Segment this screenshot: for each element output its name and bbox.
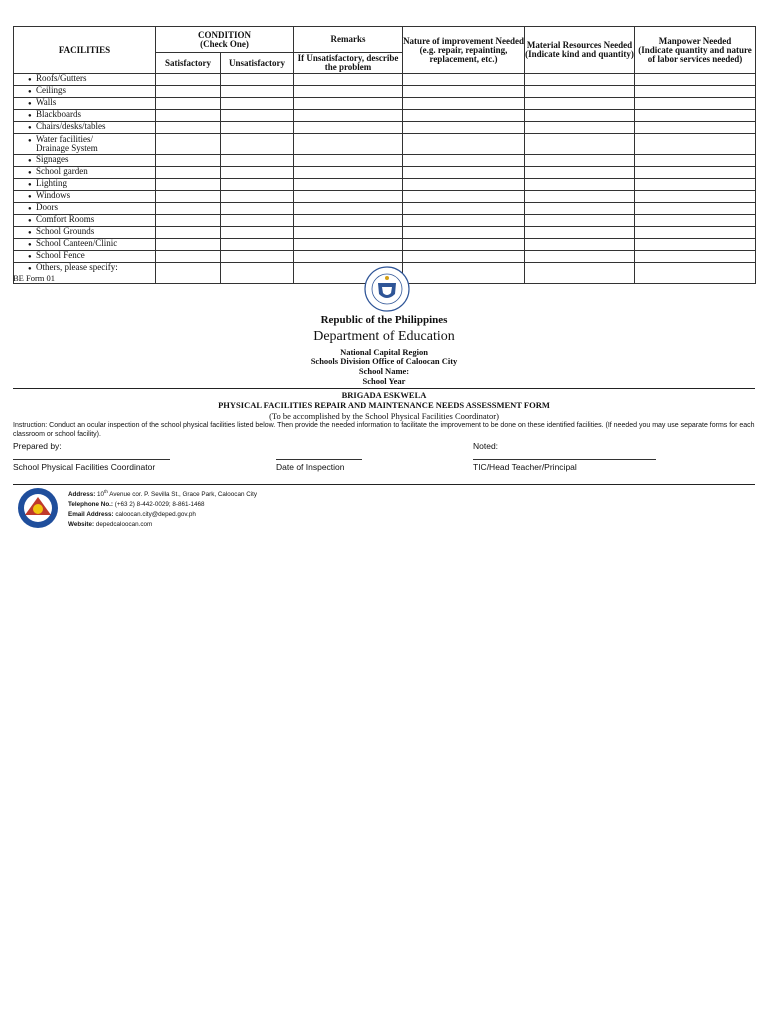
material-cell[interactable]	[525, 179, 635, 191]
facility-cell	[14, 110, 156, 122]
table-row	[14, 86, 756, 98]
manpower-cell[interactable]	[635, 86, 756, 98]
remarks-cell[interactable]	[294, 215, 403, 227]
division-logo-icon	[17, 487, 59, 529]
satisfactory-cell[interactable]	[156, 203, 221, 215]
department-heading: Department of Education	[313, 329, 455, 344]
head-signature-line	[473, 459, 656, 460]
unsatisfactory-cell[interactable]	[221, 86, 294, 98]
footer-website	[68, 520, 257, 530]
satisfactory-cell[interactable]	[156, 86, 221, 98]
facility-label	[36, 155, 69, 164]
satisfactory-cell[interactable]	[156, 122, 221, 134]
head-signature-label: TIC/Head Teacher/Principal	[473, 462, 577, 472]
remarks-cell[interactable]	[294, 167, 403, 179]
nature-cell[interactable]	[403, 110, 525, 122]
manpower-cell[interactable]	[635, 110, 756, 122]
bullet-icon: ●	[28, 230, 32, 236]
assessment-table	[13, 26, 756, 284]
footer-telephone	[68, 500, 257, 510]
material-cell[interactable]	[525, 251, 635, 263]
email-label: Email Address:	[68, 511, 114, 519]
table-row	[14, 155, 756, 167]
address-number: 10	[97, 491, 105, 499]
header-condition-sub: (Check One)	[200, 38, 249, 49]
facility-cell	[14, 167, 156, 179]
facility-label-line: Signages	[36, 154, 69, 164]
satisfactory-cell[interactable]	[156, 167, 221, 179]
coordinator-signature-line	[13, 459, 170, 460]
table-row	[14, 191, 756, 203]
facility-label	[36, 263, 118, 272]
material-cell[interactable]	[525, 263, 635, 284]
table-row	[14, 74, 756, 86]
bullet-icon: ●	[28, 206, 32, 212]
coordinator-signature-label: School Physical Facilities Coordinator	[13, 462, 156, 472]
table-row	[14, 251, 756, 263]
telephone-value: (+63 2) 8-442-0029; 8-861-1468	[114, 501, 205, 509]
facility-label	[36, 167, 88, 176]
nature-cell[interactable]	[403, 215, 525, 227]
material-cell[interactable]	[525, 191, 635, 203]
remarks-cell[interactable]	[294, 191, 403, 203]
satisfactory-cell[interactable]	[156, 110, 221, 122]
table-row	[14, 215, 756, 227]
header-nature	[403, 27, 525, 74]
table-row	[14, 239, 756, 251]
header-manpower-title: Manpower Needed	[658, 35, 732, 46]
nature-cell[interactable]	[403, 239, 525, 251]
school-year-label: School Year	[362, 376, 406, 386]
satisfactory-cell[interactable]	[156, 263, 221, 284]
header-manpower-sub: (Indicate quantity and nature of labor services needed)	[638, 44, 752, 64]
facility-label-line: Blackboards	[36, 109, 81, 119]
header-satisfactory: Satisfactory	[156, 53, 221, 74]
material-cell[interactable]	[525, 134, 635, 155]
facility-label-line: Water facilities/	[36, 134, 93, 144]
program-title: BRIGADA ESKWELA	[341, 390, 427, 400]
be-form-label: BE Form 01	[13, 273, 56, 283]
satisfactory-cell[interactable]	[156, 134, 221, 155]
header-divider	[13, 388, 755, 389]
satisfactory-cell[interactable]	[156, 251, 221, 263]
facility-label	[36, 239, 117, 248]
bullet-icon: ●	[28, 170, 32, 176]
form-title: PHYSICAL FACILITIES REPAIR AND MAINTENANCE NEEDS ASSESSMENT FORM	[218, 400, 550, 410]
bullet-icon: ●	[28, 77, 32, 83]
material-cell[interactable]	[525, 122, 635, 134]
facility-label-line: Windows	[36, 190, 71, 200]
facility-label-line: Walls	[36, 97, 57, 107]
facility-label	[36, 251, 85, 260]
header-manpower	[635, 27, 756, 74]
footer-divider	[13, 484, 755, 485]
telephone-label: Telephone No.:	[68, 501, 114, 509]
table-row	[14, 98, 756, 110]
manpower-cell[interactable]	[635, 74, 756, 86]
unsatisfactory-cell[interactable]	[221, 227, 294, 239]
form-subtitle: (To be accomplished by the School Physical Facilities Coordinator)	[269, 411, 499, 421]
unsatisfactory-cell[interactable]	[221, 134, 294, 155]
material-cell[interactable]	[525, 215, 635, 227]
facility-cell	[14, 251, 156, 263]
facility-label-line: Drainage System	[36, 143, 98, 153]
satisfactory-cell[interactable]	[156, 98, 221, 110]
bullet-icon: ●	[28, 113, 32, 119]
nature-cell[interactable]	[403, 122, 525, 134]
website-label: Website:	[68, 521, 95, 529]
remarks-cell[interactable]	[294, 134, 403, 155]
table-row	[14, 179, 756, 191]
remarks-cell[interactable]	[294, 122, 403, 134]
facility-cell	[14, 155, 156, 167]
header-material	[525, 27, 635, 74]
instruction-text: Instruction: Conduct an ocular inspection of the school physical facilities listed below. Then provide the needed information to facilitate the improvement to be done on these identified facilities. (If needed you may use separate forms for each classroom or school facility).	[13, 422, 755, 438]
satisfactory-cell[interactable]	[156, 215, 221, 227]
manpower-cell[interactable]	[635, 263, 756, 284]
header-material-sub: (Indicate kind and quantity)	[525, 49, 634, 59]
nature-cell[interactable]	[403, 263, 525, 284]
facility-cell	[14, 227, 156, 239]
date-signature-line	[276, 459, 362, 460]
unsatisfactory-cell[interactable]	[221, 239, 294, 251]
table-row	[14, 110, 756, 122]
nature-cell[interactable]	[403, 86, 525, 98]
header-unsatisfactory: Unsatisfactory	[221, 53, 294, 74]
manpower-cell[interactable]	[635, 134, 756, 155]
facility-cell	[14, 179, 156, 191]
manpower-cell[interactable]	[635, 239, 756, 251]
facility-label-line: Roofs/Gutters	[36, 73, 87, 83]
manpower-cell[interactable]	[635, 122, 756, 134]
facility-label-line: Ceilings	[36, 85, 67, 95]
address-ordinal: th	[104, 489, 108, 494]
facility-label	[36, 215, 94, 224]
unsatisfactory-cell[interactable]	[221, 179, 294, 191]
manpower-cell[interactable]	[635, 203, 756, 215]
remarks-cell[interactable]	[294, 155, 403, 167]
unsatisfactory-cell[interactable]	[221, 122, 294, 134]
unsatisfactory-cell[interactable]	[221, 191, 294, 203]
bullet-icon: ●	[28, 218, 32, 224]
material-cell[interactable]	[525, 227, 635, 239]
website-value[interactable]: depedcaloocan.com	[95, 521, 153, 529]
bullet-icon: ●	[28, 89, 32, 95]
satisfactory-cell[interactable]	[156, 74, 221, 86]
material-cell[interactable]	[525, 239, 635, 251]
nature-cell[interactable]	[403, 167, 525, 179]
facility-label	[36, 179, 67, 188]
manpower-cell[interactable]	[635, 251, 756, 263]
remarks-cell[interactable]	[294, 110, 403, 122]
address-value: Avenue cor. P. Sevilla St., Grace Park, Caloocan City	[107, 491, 258, 499]
satisfactory-cell[interactable]	[156, 239, 221, 251]
prepared-by-label: Prepared by:	[13, 441, 62, 451]
facility-cell	[14, 191, 156, 203]
bullet-icon: ●	[28, 138, 32, 144]
nature-cell[interactable]	[403, 251, 525, 263]
satisfactory-cell[interactable]	[156, 179, 221, 191]
header-remarks-sub: If Unsatisfactory, describe the problem	[294, 53, 403, 74]
bullet-icon: ●	[28, 254, 32, 260]
material-cell[interactable]	[525, 110, 635, 122]
facility-label-line: Comfort Rooms	[36, 214, 95, 224]
unsatisfactory-cell[interactable]	[221, 155, 294, 167]
material-cell[interactable]	[525, 203, 635, 215]
facility-label	[36, 203, 58, 212]
header-condition-title: CONDITION	[198, 29, 252, 40]
deped-seal-icon	[364, 266, 410, 312]
facility-label	[36, 135, 98, 153]
bullet-icon: ●	[28, 125, 32, 131]
table-row	[14, 203, 756, 215]
material-cell[interactable]	[525, 167, 635, 179]
header-nature-sub: (e.g. repair, repainting, replacement, etc.)	[419, 44, 508, 64]
unsatisfactory-cell[interactable]	[221, 263, 294, 284]
remarks-cell[interactable]	[294, 239, 403, 251]
remarks-cell[interactable]	[294, 179, 403, 191]
nature-cell[interactable]	[403, 203, 525, 215]
address-label: Address:	[68, 491, 96, 499]
facility-label	[36, 122, 106, 131]
material-cell[interactable]	[525, 98, 635, 110]
facility-cell	[14, 74, 156, 86]
facility-label	[36, 110, 81, 119]
facility-cell	[14, 98, 156, 110]
facility-cell	[14, 215, 156, 227]
remarks-cell[interactable]	[294, 86, 403, 98]
facility-label	[36, 74, 87, 83]
facility-label	[36, 86, 66, 95]
manpower-cell[interactable]	[635, 155, 756, 167]
region-heading: National Capital Region	[340, 347, 428, 357]
table-row	[14, 227, 756, 239]
manpower-cell[interactable]	[635, 215, 756, 227]
satisfactory-cell[interactable]	[156, 191, 221, 203]
material-cell[interactable]	[525, 86, 635, 98]
nature-cell[interactable]	[403, 179, 525, 191]
facility-cell	[14, 134, 156, 155]
facility-label-line: School garden	[36, 166, 88, 176]
remarks-cell[interactable]	[294, 74, 403, 86]
satisfactory-cell[interactable]	[156, 227, 221, 239]
facility-cell	[14, 86, 156, 98]
facility-label-line: Lighting	[36, 178, 67, 188]
material-cell[interactable]	[525, 74, 635, 86]
nature-cell[interactable]	[403, 98, 525, 110]
facility-label-line: School Fence	[36, 250, 85, 260]
school-name-label: School Name:	[358, 366, 410, 376]
bullet-icon: ●	[28, 266, 32, 272]
remarks-cell[interactable]	[294, 251, 403, 263]
manpower-cell[interactable]	[635, 167, 756, 179]
bullet-icon: ●	[28, 194, 32, 200]
nature-cell[interactable]	[403, 134, 525, 155]
bullet-icon: ●	[28, 242, 32, 248]
nature-cell[interactable]	[403, 227, 525, 239]
footer-contact	[68, 487, 257, 530]
header-nature-title: Nature of improvement Needed	[403, 35, 524, 46]
manpower-cell[interactable]	[635, 227, 756, 239]
footer-email	[68, 510, 257, 520]
header-facilities: FACILITIES	[14, 27, 156, 74]
bullet-icon: ●	[28, 158, 32, 164]
republic-heading: Republic of the Philippines	[320, 314, 448, 326]
footer-address	[68, 487, 257, 500]
manpower-cell[interactable]	[635, 98, 756, 110]
unsatisfactory-cell[interactable]	[221, 215, 294, 227]
manpower-cell[interactable]	[635, 179, 756, 191]
material-cell[interactable]	[525, 155, 635, 167]
nature-cell[interactable]	[403, 74, 525, 86]
bullet-icon: ●	[28, 101, 32, 107]
manpower-cell[interactable]	[635, 191, 756, 203]
facility-label-line: School Canteen/Clinic	[36, 238, 118, 248]
facility-cell	[14, 239, 156, 251]
facility-label	[36, 227, 94, 236]
nature-cell[interactable]	[403, 155, 525, 167]
facility-label	[36, 191, 70, 200]
remarks-cell[interactable]	[294, 203, 403, 215]
remarks-cell[interactable]	[294, 98, 403, 110]
table-row	[14, 122, 756, 134]
facility-cell	[14, 203, 156, 215]
unsatisfactory-cell[interactable]	[221, 203, 294, 215]
nature-cell[interactable]	[403, 191, 525, 203]
satisfactory-cell[interactable]	[156, 155, 221, 167]
facility-cell	[14, 122, 156, 134]
header-material-title: Material Resources Needed	[526, 40, 633, 50]
table-row	[14, 134, 756, 155]
email-value[interactable]: caloocan.city@deped.gov.ph	[115, 511, 196, 519]
header-remarks: Remarks	[294, 27, 403, 53]
unsatisfactory-cell[interactable]	[221, 167, 294, 179]
unsatisfactory-cell[interactable]	[221, 74, 294, 86]
remarks-cell[interactable]	[294, 227, 403, 239]
table-body	[14, 74, 756, 284]
unsatisfactory-cell[interactable]	[221, 110, 294, 122]
header-condition	[156, 27, 294, 53]
facility-label-line: Doors	[36, 202, 58, 212]
facility-label-line: School Grounds	[36, 226, 95, 236]
division-heading: Schools Division Office of Caloocan City	[310, 356, 458, 366]
unsatisfactory-cell[interactable]	[221, 251, 294, 263]
date-signature-label: Date of Inspection	[276, 462, 345, 472]
facility-label	[36, 98, 56, 107]
assessment-table-container	[13, 26, 755, 284]
facility-label-line: Others, please specify:	[36, 262, 118, 272]
facility-label-line: Chairs/desks/tables	[36, 121, 106, 131]
unsatisfactory-cell[interactable]	[221, 98, 294, 110]
table-row	[14, 167, 756, 179]
bullet-icon: ●	[28, 182, 32, 188]
noted-label: Noted:	[473, 441, 499, 451]
